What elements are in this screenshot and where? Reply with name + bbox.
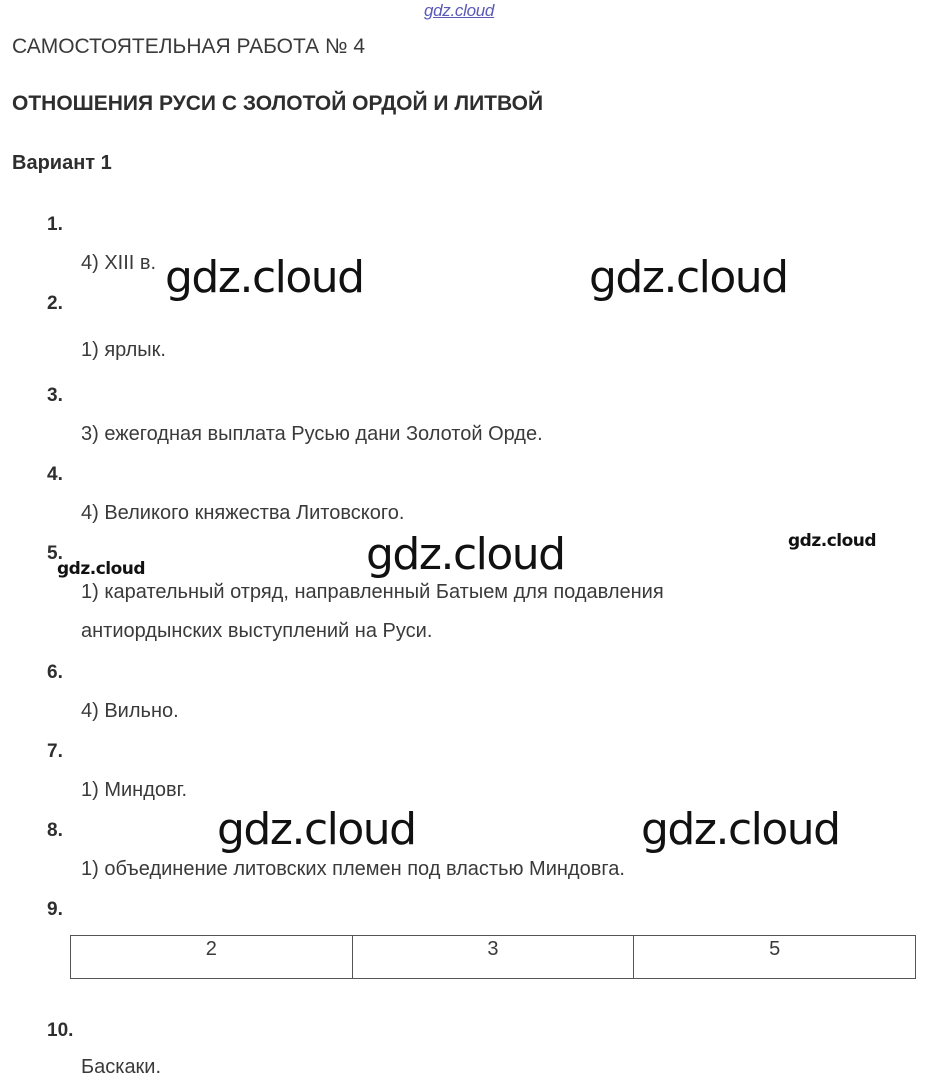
answer-text: 3) ежегодная выплата Русью дани Золотой Орде. <box>81 423 543 445</box>
topic-title: ОТНОШЕНИЯ РУСИ С ЗОЛОТОЙ ОРДОЙ И ЛИТВОЙ <box>12 92 544 115</box>
top-watermark[interactable]: gdz.cloud <box>424 1 495 20</box>
question-number: 1. <box>47 214 63 235</box>
answer-text: 4) Вильно. <box>81 700 179 722</box>
watermark: gdz.cloud <box>641 804 840 855</box>
table-cell: 2 <box>71 936 353 979</box>
watermark: gdz.cloud <box>57 559 146 579</box>
table-cell: 3 <box>352 936 634 979</box>
question-number: 5. <box>47 543 63 564</box>
question-number: 10. <box>47 1020 74 1041</box>
watermark: gdz.cloud <box>217 804 416 855</box>
question-number: 3. <box>47 385 63 406</box>
answer-table <box>70 935 916 979</box>
answer-line: 1) карательный отряд, направленный Батыем для подавления <box>81 581 664 603</box>
watermark: gdz.cloud <box>788 531 877 551</box>
answer-text: 4) Великого княжества Литовского. <box>81 502 405 524</box>
question-number: 9. <box>47 899 63 920</box>
variant-title: Вариант 1 <box>12 152 112 174</box>
watermark: gdz.cloud <box>165 252 364 303</box>
question-number: 2. <box>47 293 63 314</box>
work-title: САМОСТОЯТЕЛЬНАЯ РАБОТА № 4 <box>12 35 366 58</box>
answer-text: 1) Миндовг. <box>81 779 188 801</box>
answer-text: 1) ярлык. <box>81 339 166 361</box>
question-number: 4. <box>47 464 63 485</box>
watermark: gdz.cloud <box>589 252 788 303</box>
answer-text: 4) XIII в. <box>81 252 157 274</box>
question-number: 6. <box>47 662 63 683</box>
watermark: gdz.cloud <box>366 529 565 580</box>
answer-text <box>81 573 781 651</box>
question-number: 8. <box>47 820 63 841</box>
answer-text: 1) объединение литовских племен под властью Миндовга. <box>81 858 625 880</box>
table-cell: 5 <box>634 936 916 979</box>
answer-text: Баскаки. <box>81 1056 162 1078</box>
table-row <box>71 936 916 979</box>
answer-line: антиордынских выступлений на Руси. <box>81 620 433 642</box>
question-number: 7. <box>47 741 63 762</box>
